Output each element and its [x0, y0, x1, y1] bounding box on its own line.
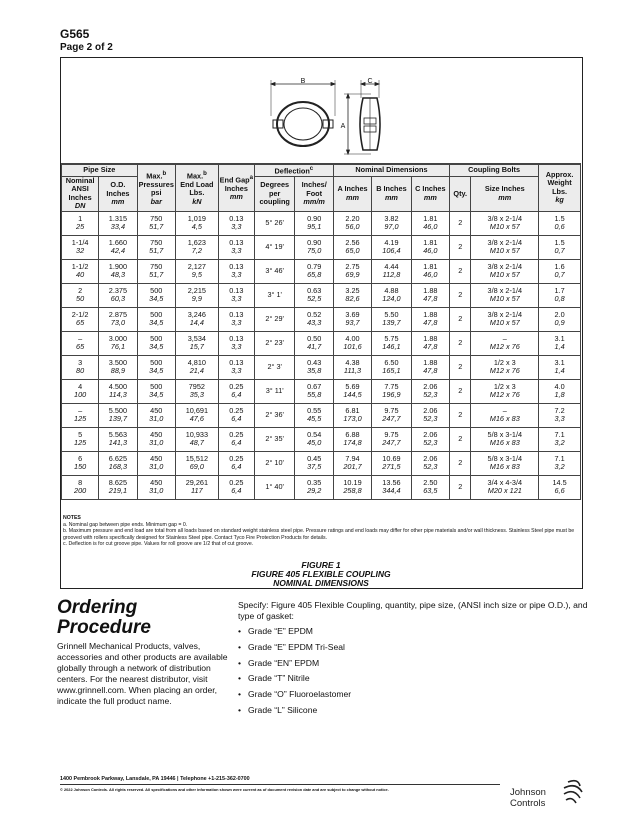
table-cell: 14.5 6,6 [539, 475, 581, 499]
table-cell: 2° 36' [254, 403, 295, 427]
col-max-pressure: Max.$^b$ Pressures psi bar [137, 165, 175, 212]
table-cell: 0.45 37,5 [295, 451, 333, 475]
table-cell: 450 31,0 [137, 451, 175, 475]
list-item: • Grade “E” EPDM Tri-Seal [238, 642, 588, 653]
table-cell: 2° 23' [254, 331, 295, 355]
table-cell: 500 34,5 [137, 307, 175, 331]
table-cell: 3.000 76,1 [99, 331, 137, 355]
col-b: B Inches mm [372, 176, 411, 211]
table-cell: 2 [450, 475, 471, 499]
logo-swirl-icon [558, 776, 588, 806]
table-cell: 2° 10' [254, 451, 295, 475]
table-cell: 3/8 x 2-1/4 M10 x 57 [471, 259, 539, 283]
table-row [62, 379, 581, 403]
table-cell: 0.13 3,3 [218, 235, 254, 259]
ordering-procedure [57, 598, 237, 707]
page-header [60, 28, 113, 54]
table-cell: 6.88 174,8 [333, 427, 371, 451]
coupling-drawing-area [61, 58, 581, 164]
logo-wordmark: Johnson Controls [510, 787, 546, 809]
table-cell: 0.13 3,3 [218, 259, 254, 283]
table-cell: 2 [450, 451, 471, 475]
table-cell: 2.56 65,0 [333, 235, 371, 259]
table-cell: 3 80 [62, 355, 99, 379]
table-cell: 8.625 219,1 [99, 475, 137, 499]
table-cell: 6.50 165,1 [372, 355, 411, 379]
table-cell: 5/8 x 3-1/4 M16 x 83 [471, 451, 539, 475]
table-cell: 2 [450, 355, 471, 379]
table-cell: 3.1 1,4 [539, 355, 581, 379]
table-cell: 2° 35' [254, 427, 295, 451]
table-cell: 7.2 3,3 [539, 403, 581, 427]
table-cell: 1 25 [62, 211, 99, 235]
figure-frame [60, 57, 583, 589]
table-cell: 2 [450, 331, 471, 355]
table-cell: 3/8 x 2-1/4 M10 x 57 [471, 307, 539, 331]
list-item: • Grade “L” Silicone [238, 705, 588, 716]
table-cell: 5.75 146,1 [372, 331, 411, 355]
table-cell: 2,215 9,9 [175, 283, 218, 307]
table-cell: 7.75 196,9 [372, 379, 411, 403]
table-cell: 0.25 6,4 [218, 475, 254, 499]
johnson-controls-logo [510, 778, 590, 818]
table-cell: 0.43 35,8 [295, 355, 333, 379]
table-cell: 0.52 43,3 [295, 307, 333, 331]
table-cell: 750 51,7 [137, 211, 175, 235]
col-a: A Inches mm [333, 176, 371, 211]
col-c: C Inches mm [411, 176, 449, 211]
col-qty: Qty. [450, 176, 471, 211]
table-cell: 450 31,0 [137, 403, 175, 427]
table-cell: 8 200 [62, 475, 99, 499]
table-cell: 500 34,5 [137, 379, 175, 403]
table-cell: 450 31,0 [137, 475, 175, 499]
table-cell: 1.5 0,6 [539, 211, 581, 235]
table-cell: 3.1 1,4 [539, 331, 581, 355]
table-cell: 4.500 114,3 [99, 379, 137, 403]
list-item: • Grade “O” Fluoroelastomer [238, 689, 588, 700]
table-cell: 2.06 52,3 [411, 427, 449, 451]
table-cell: 0.13 3,3 [218, 355, 254, 379]
table-cell: 10.19 258,8 [333, 475, 371, 499]
table-cell: 450 31,0 [137, 427, 175, 451]
table-cell: 0.90 75,0 [295, 235, 333, 259]
table-cell: 7.94 201,7 [333, 451, 371, 475]
table-cell: 0.67 55,8 [295, 379, 333, 403]
table-cell: 2.20 56,0 [333, 211, 371, 235]
coupling-drawing [61, 58, 581, 164]
note-c: c. Deflection is for cut groove pipe. Values for roll groove are 1/2 that of cut groove. [63, 541, 254, 548]
table-cell: 3/8 x 2-1/4 M10 x 57 [471, 211, 539, 235]
table-cell: 10,691 47,6 [175, 403, 218, 427]
table-cell: 2 [450, 259, 471, 283]
dimension-label-b: B [300, 78, 306, 85]
page-footer [60, 776, 580, 792]
table-cell: 5.563 141,3 [99, 427, 137, 451]
dimension-label-a: A [340, 123, 346, 130]
group-nominal-dimensions: Nominal Dimensions [333, 165, 449, 177]
page-number: Page 2 of 2 [60, 42, 113, 53]
table-cell: 0.13 3,3 [218, 283, 254, 307]
table-cell: 0.90 95,1 [295, 211, 333, 235]
table-cell: 0.55 45,5 [295, 403, 333, 427]
col-od: O.D. Inches mm [99, 176, 137, 211]
table-cell: 2-1/2 65 [62, 307, 99, 331]
footer-address: 1400 Pembrook Parkway, Lansdale, PA 19446 | Telephone +1-215-362-0700 [60, 776, 250, 782]
nominal-dimensions-table [61, 164, 581, 500]
table-row [62, 307, 581, 331]
table-row [62, 235, 581, 259]
table-cell: 1° 40' [254, 475, 295, 499]
table-cell: 9.75 247,7 [372, 427, 411, 451]
table-cell: 3° 11' [254, 379, 295, 403]
table-row [62, 211, 581, 235]
table-cell: 1.88 47,8 [411, 331, 449, 355]
specify-section [238, 600, 588, 721]
table-cell: 10,933 48,7 [175, 427, 218, 451]
table-cell: 1.7 0,8 [539, 283, 581, 307]
table-cell: 3,534 15,7 [175, 331, 218, 355]
table-cell: 0.50 41,7 [295, 331, 333, 355]
table-cell: 1.660 42,4 [99, 235, 137, 259]
table-cell: 0.25 6,4 [218, 451, 254, 475]
table-cell: 1/2 x 3 M12 x 76 [471, 355, 539, 379]
table-cell: 7.1 3,2 [539, 451, 581, 475]
table-cell: 6 150 [62, 451, 99, 475]
table-cell: 5.50 139,7 [372, 307, 411, 331]
list-item: • Grade “EN” EPDM [238, 658, 588, 669]
table-cell: 2 50 [62, 283, 99, 307]
table-cell: 3,246 14,4 [175, 307, 218, 331]
footer-divider [60, 784, 500, 785]
table-cell: 0.54 45,0 [295, 427, 333, 451]
table-cell: 5.500 139,7 [99, 403, 137, 427]
table-cell: 1.81 46,0 [411, 235, 449, 259]
table-cell: 2 [450, 283, 471, 307]
table-cell: 2 [450, 403, 471, 427]
col-end-gap: End Gap$^a$ Inches mm [218, 165, 254, 212]
table-cell: – M16 x 83 [471, 403, 539, 427]
table-cell: 2,127 9,5 [175, 259, 218, 283]
table-cell: 4.0 1,8 [539, 379, 581, 403]
table-cell: – M12 x 76 [471, 331, 539, 355]
list-item: • Grade “T” Nitrile [238, 673, 588, 684]
table-body [62, 211, 581, 499]
table-cell: 500 34,5 [137, 331, 175, 355]
notes-title: NOTES [63, 515, 81, 521]
table-cell: 750 51,7 [137, 259, 175, 283]
table-cell: 750 51,7 [137, 235, 175, 259]
table-cell: 2.06 52,3 [411, 451, 449, 475]
table-cell: 2° 29' [254, 307, 295, 331]
table-cell: 1/2 x 3 M12 x 76 [471, 379, 539, 403]
table-cell: 2 [450, 235, 471, 259]
table-cell: 3.69 93,7 [333, 307, 371, 331]
table-cell: 0.13 3,3 [218, 211, 254, 235]
col-inches-foot: Inches/ Foot mm/m [295, 176, 333, 211]
note-b: b. Maximum pressure and end load are total from all loads based on standard weight stainless steel pipe. Pressure ratings and end loads may differ for other pipe materials and/or wall thickness. Stainless Steel pipe must be grooved with rollers specifically designed for Stainless Steel pipe. Contact Tyco Fire Protection Products for details. [63, 528, 575, 541]
dimension-label-c: C [367, 78, 373, 85]
table-notes [63, 515, 579, 548]
table-cell: 2.0 0,9 [539, 307, 581, 331]
footer-copyright: © 2022 Johnson Controls. All rights reserved. All specifications and other information shown were current as of document revision date and are subject to change without notice. [60, 787, 389, 792]
table-cell: 1-1/4 32 [62, 235, 99, 259]
col-degrees: Degrees per coupling [254, 176, 295, 211]
table-cell: 0.25 6,4 [218, 379, 254, 403]
table-cell: 6.81 173,0 [333, 403, 371, 427]
table-cell: 3.500 88,9 [99, 355, 137, 379]
list-item: • Grade “E” EPDM [238, 626, 588, 637]
table-cell: 4 100 [62, 379, 99, 403]
col-bolt-size: Size Inches mm [471, 176, 539, 211]
ordering-title: Ordering Procedure [57, 597, 151, 638]
col-approx-weight: Approx. Weight Lbs. kg [539, 165, 581, 212]
table-cell: 500 34,5 [137, 355, 175, 379]
table-cell: 3/8 x 2-1/4 M10 x 57 [471, 283, 539, 307]
specify-intro: Specify: Figure 405 Flexible Coupling, quantity, pipe size, (ANSI inch size or pipe O.D.), and type of gasket: [238, 600, 588, 621]
table-row [62, 331, 581, 355]
table-cell: 2.875 73,0 [99, 307, 137, 331]
table-cell: 10.69 271,5 [372, 451, 411, 475]
table-row [62, 427, 581, 451]
table-cell: 7952 35,3 [175, 379, 218, 403]
table-cell: – 125 [62, 403, 99, 427]
table-cell: 0.35 29,2 [295, 475, 333, 499]
table-cell: 2.50 63,5 [411, 475, 449, 499]
table-cell: 1.315 33,4 [99, 211, 137, 235]
table-cell: 1,623 7,2 [175, 235, 218, 259]
table-cell: 2 [450, 379, 471, 403]
note-a: a. Nominal gap between pipe ends. Minimum gap = 0. [63, 521, 188, 528]
table-cell: 4.00 101,6 [333, 331, 371, 355]
table-cell: 0.79 65,8 [295, 259, 333, 283]
table-cell: 2.75 69,9 [333, 259, 371, 283]
table-cell: 0.25 6,4 [218, 403, 254, 427]
table-cell: – 65 [62, 331, 99, 355]
table-cell: 0.25 6,4 [218, 427, 254, 451]
table-row [62, 403, 581, 427]
table-cell: 3/8 x 2-1/4 M10 x 57 [471, 235, 539, 259]
table-cell: 4.44 112,8 [372, 259, 411, 283]
table-cell: 2 [450, 427, 471, 451]
table-cell: 0.13 3,3 [218, 307, 254, 331]
table-cell: 9.75 247,7 [372, 403, 411, 427]
table-row [62, 355, 581, 379]
gasket-grade-list [238, 626, 588, 716]
table-cell: 13.56 344,4 [372, 475, 411, 499]
table-cell: 3° 1' [254, 283, 295, 307]
table-cell: 0.13 3,3 [218, 331, 254, 355]
table-cell: 2 [450, 211, 471, 235]
table-cell: 2.375 60,3 [99, 283, 137, 307]
table-cell: 1.5 0,7 [539, 235, 581, 259]
table-cell: 6.625 168,3 [99, 451, 137, 475]
table-cell: 4.38 111,3 [333, 355, 371, 379]
table-cell: 5° 26' [254, 211, 295, 235]
table-cell: 3.25 82,6 [333, 283, 371, 307]
table-row [62, 475, 581, 499]
table-group-header-row [62, 165, 581, 177]
table-cell: 2.06 52,3 [411, 379, 449, 403]
table-cell: 29,261 117 [175, 475, 218, 499]
table-cell: 7.1 3,2 [539, 427, 581, 451]
table-cell: 2° 3' [254, 355, 295, 379]
document-id: G565 [60, 27, 90, 41]
table-cell: 3° 46' [254, 259, 295, 283]
table-cell: 3/4 x 4-3/4 M20 x 121 [471, 475, 539, 499]
table-row [62, 283, 581, 307]
table-cell: 5 125 [62, 427, 99, 451]
table-cell: 1.900 48,3 [99, 259, 137, 283]
table-cell: 1.6 0,7 [539, 259, 581, 283]
table-cell: 1,019 4,5 [175, 211, 218, 235]
table-cell: 3.82 97,0 [372, 211, 411, 235]
table-cell: 0.63 52,5 [295, 283, 333, 307]
table-cell: 1-1/2 40 [62, 259, 99, 283]
group-pipe-size: Pipe Size [62, 165, 138, 177]
table-cell: 1.88 47,8 [411, 307, 449, 331]
group-coupling-bolts: Coupling Bolts [450, 165, 539, 177]
table-row [62, 259, 581, 283]
table-cell: 2 [450, 307, 471, 331]
col-max-end-load: Max.$^b$ End Load Lbs. kN [175, 165, 218, 212]
table-cell: 4.88 124,0 [372, 283, 411, 307]
table-cell: 15,512 69,0 [175, 451, 218, 475]
figure-caption: FIGURE 1 FIGURE 405 FLEXIBLE COUPLING NOMINAL DIMENSIONS [251, 560, 391, 588]
table-cell: 1.88 47,8 [411, 355, 449, 379]
table-cell: 1.88 47,8 [411, 283, 449, 307]
table-cell: 500 34,5 [137, 283, 175, 307]
table-cell: 4,810 21,4 [175, 355, 218, 379]
table-cell: 4° 19' [254, 235, 295, 259]
table-cell: 4.19 106,4 [372, 235, 411, 259]
group-deflection: Deflection$^c$ [254, 165, 333, 177]
table-cell: 5.69 144,5 [333, 379, 371, 403]
col-nominal: Nominal ANSI Inches DN [62, 176, 99, 211]
table-cell: 1.81 46,0 [411, 259, 449, 283]
table-cell: 5/8 x 3-1/4 M16 x 83 [471, 427, 539, 451]
table-row [62, 451, 581, 475]
table-cell: 1.81 46,0 [411, 211, 449, 235]
ordering-body: Grinnell Mechanical Products, valves, accessories and other products are available globally through a network of distribution centers. For the nearest distributor, visit www.grinnell.com. When placing an order, indicate the full product name. [57, 641, 228, 706]
table-cell: 2.06 52,3 [411, 403, 449, 427]
